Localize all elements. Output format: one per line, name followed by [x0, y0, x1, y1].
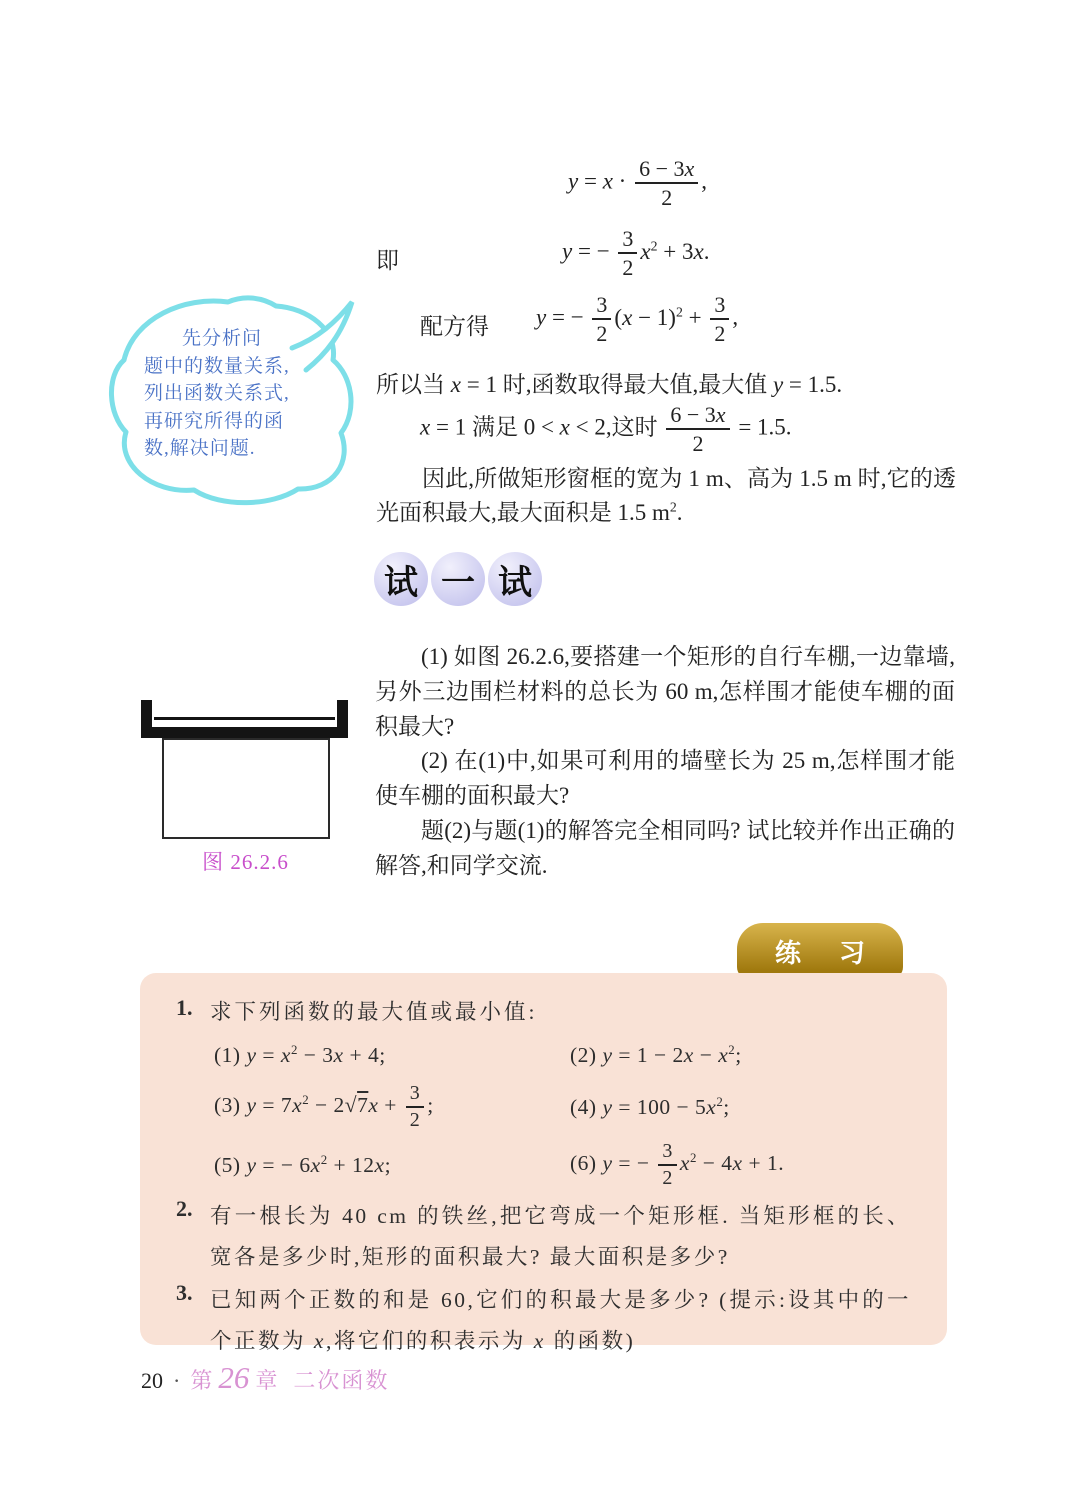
figure-wall-bar: [141, 727, 348, 738]
label-ji: 即: [376, 248, 399, 273]
text-run: 2: [320, 1152, 328, 1167]
text-run: x: [718, 1042, 729, 1067]
item-row: [214, 1034, 911, 1076]
exercise-3: [176, 1280, 911, 1362]
text-run: y: [602, 1150, 613, 1175]
formula-lead: [562, 239, 615, 264]
text-run: 2: [662, 1167, 673, 1189]
text-run: x: [533, 1329, 546, 1353]
figure-caption: 图 26.2.6: [202, 850, 289, 874]
exercise-1: [176, 995, 911, 1026]
text-run: x: [683, 1042, 694, 1067]
text-run: x: [602, 168, 613, 194]
fraction-denominator: [592, 320, 611, 346]
text-run: ·: [612, 168, 633, 194]
item-row: [214, 1138, 911, 1192]
page-number: 20: [141, 1368, 163, 1393]
text-run: 2: [692, 431, 704, 457]
text-run: (6): [570, 1150, 603, 1175]
text-run: .: [703, 238, 710, 264]
text-run: (5): [214, 1152, 247, 1177]
text-run: x: [706, 1094, 717, 1119]
line-check: [420, 402, 792, 457]
formula-lead: [570, 1151, 655, 1175]
formula-tail: [427, 1093, 433, 1117]
item-6: [570, 1140, 784, 1190]
formula-tail: [640, 239, 709, 264]
text-run: − 2: [309, 1092, 345, 1117]
text-run: = − 6: [256, 1152, 311, 1177]
fraction-denominator: [657, 184, 676, 210]
item-row: [214, 1076, 911, 1138]
text-run: ;: [427, 1092, 434, 1117]
text-run: y: [568, 168, 579, 194]
fraction-numerator: [406, 1082, 425, 1108]
text-run: = −: [612, 1150, 656, 1175]
text-run: 因此,所做矩形窗框的宽为 1 m、高为 1.5 m 时,它的透光面积最大,最大面积是 1.5 m: [376, 466, 956, 525]
text-run: 2: [302, 1092, 310, 1107]
text-run: = 7: [256, 1092, 293, 1117]
text-run: 2: [714, 321, 726, 347]
text-run: 2: [728, 1042, 736, 1057]
fraction-denominator: [406, 1108, 425, 1132]
text-run: (: [614, 304, 623, 330]
text-run: =: [256, 1042, 281, 1067]
text-run: 所以当: [376, 372, 451, 397]
text-run: − 4: [696, 1150, 733, 1175]
exercise-2: [176, 1196, 911, 1278]
text-run: = 100 − 5: [612, 1094, 707, 1119]
text-run: 2: [716, 1094, 724, 1109]
fraction-numerator: [666, 402, 729, 430]
chapter-suffix: 章: [255, 1368, 278, 1393]
try-it-problem-1: (1) 如图 26.2.6,要搭建一个矩形的自行车棚,一边靠墙,另外三边围栏材料的总长为 60 m,怎样围才能使车棚的面积最大?: [375, 644, 955, 739]
formula-tail: [733, 415, 792, 440]
formula-tail: [732, 305, 738, 330]
chapter-title: 二次函数: [293, 1368, 390, 1393]
text-run: 6 − 3: [639, 156, 685, 181]
text-run: =: [578, 168, 603, 194]
item-3: [214, 1082, 570, 1132]
text-run: + 1.: [742, 1150, 785, 1175]
fraction-denominator: [710, 320, 729, 346]
formula-tail: [701, 169, 707, 194]
fraction-denominator: [658, 1166, 677, 1190]
fraction-numerator: [658, 1140, 677, 1166]
text-run: y: [562, 238, 573, 264]
text-run: y: [602, 1094, 613, 1119]
text-run: x: [640, 238, 651, 264]
try-it-heading: [374, 552, 542, 606]
text-run: 2: [675, 303, 683, 319]
text-run: x: [420, 414, 431, 440]
text-run: 的函数): [545, 1329, 636, 1353]
fraction-numerator: [635, 156, 698, 184]
line-maximum: [376, 366, 842, 399]
text-run: − 3: [297, 1042, 334, 1067]
fraction-numerator: [710, 292, 729, 320]
fraction-numerator: [592, 292, 611, 320]
text-run: x: [693, 238, 704, 264]
item-4: [570, 1095, 730, 1120]
hint-line: 列出函数关系式,: [144, 383, 290, 404]
text-run: y: [536, 304, 547, 330]
formula-completed-square: [536, 292, 738, 347]
text-run: x: [292, 1092, 303, 1117]
text-run: +: [682, 304, 708, 330]
try-it-discussion: 题(2)与题(1)的解答完全相同吗? 试比较并作出正确的解答,和同学交流.: [375, 817, 955, 878]
exercise-1-items: [214, 1034, 911, 1192]
text-run: − 1): [632, 304, 676, 330]
conclusion-paragraph: [376, 462, 956, 530]
text-run: y: [772, 372, 784, 397]
text-run: x: [333, 1042, 344, 1067]
text-run: ;: [735, 1042, 742, 1067]
text-run: 7: [357, 1092, 369, 1117]
text-run: = −: [572, 238, 616, 264]
text-run: 2: [661, 185, 673, 211]
text-run: (2): [570, 1042, 603, 1067]
text-run: x: [622, 304, 633, 330]
label-peifang: 配方得: [420, 314, 489, 339]
text-run: x: [732, 1150, 743, 1175]
text-run: + 4;: [343, 1042, 386, 1067]
text-run: x: [450, 372, 461, 397]
text-run: = 1.5.: [783, 372, 843, 397]
text-run: + 12: [327, 1152, 375, 1177]
text-run: ,: [701, 168, 708, 194]
formula-tail: [680, 1151, 784, 1175]
hint-speech-bubble: [100, 292, 358, 512]
text-run: = 1 满足 0 <: [430, 414, 560, 440]
exercise-2-text: 有一根长为 40 cm 的铁丝,把它弯成一个矩形框. 当矩形框的长、宽各是多少时,矩形的面积最大? 最大面积是多少?: [210, 1204, 911, 1269]
hint-line: 先分析问: [182, 328, 263, 349]
hint-line: 题中的数量关系,: [144, 355, 290, 377]
page-footer: [141, 1360, 389, 1396]
text-run: .: [676, 500, 683, 525]
fraction: [710, 292, 729, 347]
hint-line: 数,解决问题.: [144, 438, 256, 459]
formula-lead: [568, 169, 632, 194]
text-run: x: [559, 414, 570, 440]
chapter-prefix: 第: [190, 1368, 213, 1393]
item-2: [570, 1043, 742, 1068]
exercise-3-text: [210, 1280, 911, 1362]
hint-line: 再研究所得的函: [144, 410, 285, 432]
text-run: x: [313, 1329, 326, 1353]
text-run: x: [310, 1152, 321, 1177]
text-run: 2: [622, 255, 634, 281]
text-run: 2: [290, 1042, 298, 1057]
try-it-circle: 一: [431, 552, 485, 606]
text-run: 3: [622, 226, 634, 251]
try-it-circle: 试: [488, 552, 542, 606]
text-run: (3): [214, 1092, 247, 1117]
exercise-number: 1.: [176, 995, 193, 1020]
text-run: 6 − 3: [670, 402, 716, 427]
text-run: −: [693, 1042, 719, 1067]
text-run: (4): [570, 1094, 603, 1119]
fraction: [635, 156, 698, 211]
formula-middle: [614, 305, 707, 330]
text-run: 2: [650, 237, 658, 253]
text-run: y: [246, 1042, 257, 1067]
fraction: [406, 1082, 425, 1132]
text-run: 2: [596, 321, 608, 347]
text-run: 2: [669, 499, 677, 515]
text-run: 已知两个正数的和是 60,它们的积最大是多少? (提示:设其中的一个正数为: [210, 1288, 911, 1353]
figure-shed-rectangle: [162, 738, 330, 839]
text-run: 2: [689, 1150, 697, 1165]
text-run: < 2,这时: [569, 414, 664, 440]
fraction: [592, 292, 611, 347]
text-run: x: [280, 1042, 291, 1067]
chapter-number: 26: [218, 1360, 250, 1395]
text-run: ;: [723, 1094, 730, 1119]
formula-area-product: [568, 156, 707, 211]
figure-wall-inner-line: [154, 717, 335, 720]
formula-lead: [214, 1093, 403, 1117]
fraction-numerator: [618, 226, 637, 254]
text-run: +: [378, 1092, 403, 1117]
text-run: 3: [714, 292, 726, 317]
exercise-content: [140, 973, 947, 1353]
text-run: ,将它们的积表示为: [325, 1329, 534, 1353]
exercise-badge: 练 习: [737, 923, 903, 979]
text-run: √: [344, 1092, 358, 1117]
text-run: ,: [732, 304, 739, 330]
formula-standard-form: [562, 226, 710, 281]
try-it-circle: 试: [374, 552, 428, 606]
fraction: [618, 226, 637, 281]
text-run: x: [368, 1092, 379, 1117]
footer-separator: ·: [173, 1368, 181, 1393]
try-it-problem-2: (2) 在(1)中,如果可利用的墙壁长为 25 m,怎样围才能使车棚的面积最大?: [375, 748, 955, 809]
item-5: [214, 1153, 570, 1178]
text-run: (1): [214, 1042, 247, 1067]
item-1: [214, 1043, 570, 1068]
text-run: = 1 − 2: [612, 1042, 684, 1067]
text-run: = 1.5.: [732, 414, 792, 440]
text-run: y: [246, 1152, 257, 1177]
text-run: 3: [596, 292, 608, 317]
text-run: 2: [409, 1109, 421, 1131]
hint-text: [144, 325, 322, 463]
formula-lead: [536, 305, 589, 330]
text-run: y: [602, 1042, 613, 1067]
text-run: x: [374, 1152, 385, 1177]
text-run: x: [679, 1150, 690, 1175]
text-run: ;: [384, 1152, 392, 1177]
fraction-denominator: [618, 254, 637, 280]
exercise-number: 2.: [176, 1196, 193, 1221]
exercise-panel: [140, 973, 947, 1353]
try-it-problems: [375, 640, 955, 884]
text-run: 3: [409, 1082, 421, 1104]
text-run: x: [715, 402, 726, 427]
text-run: y: [246, 1092, 257, 1117]
exercise-1-text: 求下列函数的最大值或最小值:: [210, 1000, 538, 1024]
text-run: 3: [662, 1140, 673, 1162]
fraction: [658, 1140, 677, 1190]
text-run: = −: [546, 304, 590, 330]
text-run: x: [684, 156, 695, 181]
text-run: + 3: [657, 238, 694, 264]
exercise-number: 3.: [176, 1280, 193, 1305]
fraction: [666, 402, 729, 457]
formula-lead: [420, 415, 663, 440]
fraction-denominator: [688, 430, 707, 456]
text-run: = 1 时,函数取得最大值,最大值: [460, 372, 773, 397]
